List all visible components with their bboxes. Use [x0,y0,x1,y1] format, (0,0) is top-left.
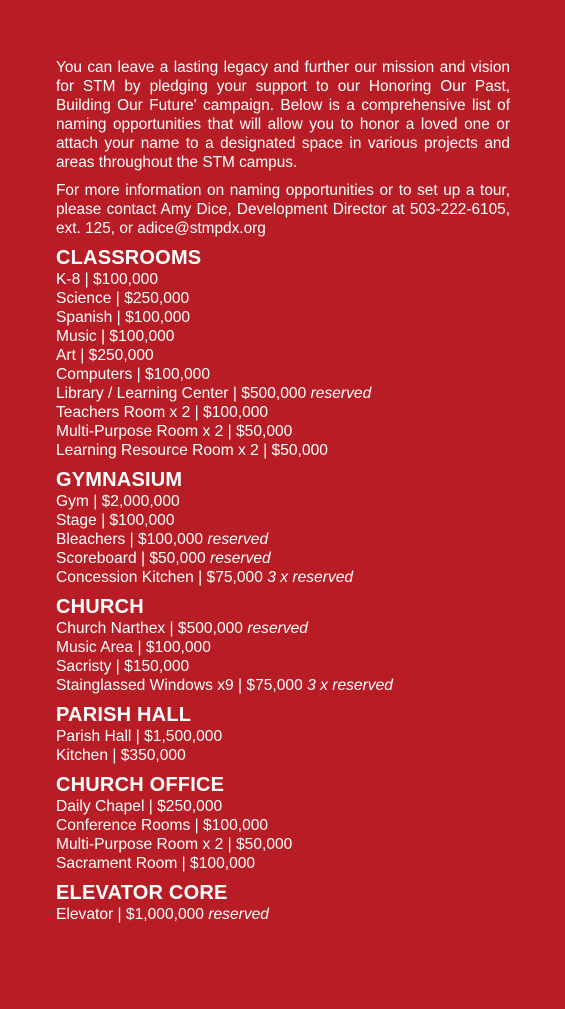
item-note: 3 x reserved [267,569,354,586]
item-text: Conference Rooms | $100,000 [56,817,269,834]
item-note: reserved [247,620,308,637]
item-text: Church Narthex | $500,000 [56,620,243,637]
intro-paragraph: You can leave a lasting legacy and further our mission and vision for STM by pledging your support to our Honoring Our Past, Building Our Future' campaign. Below is a comprehensive list of naming opportunities that will allow you to honor a loved one or attach your name to a designated space in various projects and areas throughout the STM campus. [56,59,510,171]
list-item [56,365,510,384]
list-item [56,676,510,695]
item-note: reserved [310,385,372,402]
item-text: Sacristy | $150,000 [56,658,190,675]
section-church-office [56,774,510,873]
item-note: reserved [207,531,269,548]
list-item [56,797,510,816]
list-item [56,327,510,346]
list-item [56,638,510,657]
item-text: Multi-Purpose Room x 2 | $50,000 [56,423,293,440]
section-classrooms [56,247,510,460]
item-text: Kitchen | $350,000 [56,747,186,764]
section-title: PARISH HALL [56,704,192,726]
section-title: ELEVATOR CORE [56,882,228,904]
list-item [56,270,510,289]
item-note: reserved [210,550,271,567]
list-item [56,403,510,422]
list-item [56,619,510,638]
section-gymnasium [56,469,510,587]
item-text: Sacrament Room | $100,000 [56,855,256,872]
list-item [56,549,510,568]
list-item [56,816,510,835]
item-note: reserved [208,906,269,923]
list-item [56,422,510,441]
item-text: Bleachers | $100,000 [56,531,204,548]
list-item [56,905,510,924]
item-text: Gym | $2,000,000 [56,493,180,510]
item-text: Music | $100,000 [56,328,175,345]
list-item [56,530,510,549]
list-item [56,308,510,327]
item-note: 3 x reserved [307,677,393,694]
list-item [56,346,510,365]
list-item [56,746,510,765]
contact-paragraph: For more information on naming opportunities or to set up a tour, please contact Amy Dice, Development Director at 503-222-6105, ext. 125, or adice@stmpdx.org [56,182,510,237]
item-text: Teachers Room x 2 | $100,000 [56,404,269,421]
list-item [56,289,510,308]
item-text: Multi-Purpose Room x 2 | $50,000 [56,836,293,853]
item-text: Music Area | $100,000 [56,639,211,656]
item-text: Scoreboard | $50,000 [56,550,206,567]
item-text: Spanish | $100,000 [56,309,191,326]
list-item [56,492,510,511]
item-text: Stage | $100,000 [56,512,175,529]
sections-list [56,247,510,924]
list-item [56,727,510,746]
item-text: Concession Kitchen | $75,000 [56,569,263,586]
item-text: Library / Learning Center | $500,000 [56,385,307,402]
item-text: Stainglassed Windows x9 | $75,000 [56,677,303,694]
section-elevator-core [56,882,510,924]
list-item [56,511,510,530]
list-item [56,657,510,676]
item-text: Elevator | $1,000,000 [56,906,204,923]
section-title: GYMNASIUM [56,469,183,491]
item-text: Learning Resource Room x 2 | $50,000 [56,442,328,459]
list-item [56,568,510,587]
section-church [56,596,510,695]
section-parish-hall [56,704,510,765]
item-text: Parish Hall | $1,500,000 [56,728,223,745]
item-text: Computers | $100,000 [56,366,211,383]
list-item [56,384,510,403]
intro [56,58,510,238]
section-title: CHURCH [56,596,144,618]
item-text: Art | $250,000 [56,347,154,364]
item-text: Daily Chapel | $250,000 [56,798,223,815]
list-item [56,854,510,873]
section-title: CHURCH OFFICE [56,774,225,796]
list-item [56,441,510,460]
section-title: CLASSROOMS [56,247,202,269]
item-text: K-8 | $100,000 [56,271,159,288]
list-item [56,835,510,854]
item-text: Science | $250,000 [56,290,190,307]
